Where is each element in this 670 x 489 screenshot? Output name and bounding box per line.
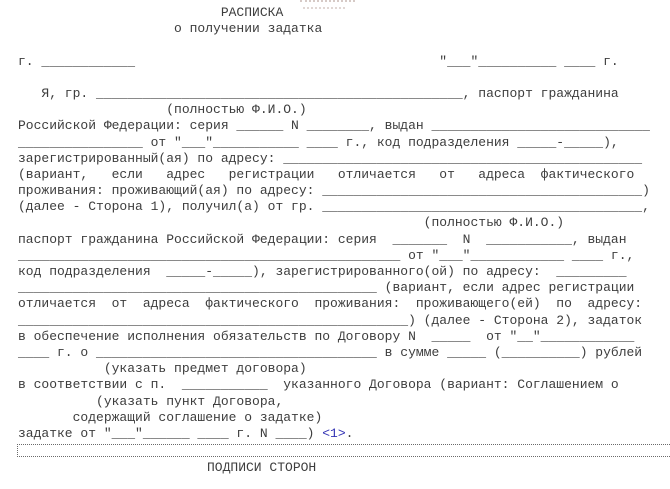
footnote-line: [18, 426, 670, 442]
doc-text: ____ г. о ____________________________________ в сумме _____ (__________) рублей: [18, 344, 643, 360]
doc-line: [18, 135, 670, 151]
doc-line: [18, 151, 670, 167]
doc-text: (полностью Ф.И.О.): [18, 102, 307, 118]
doc-line: [18, 70, 670, 86]
doc-line: [18, 377, 670, 393]
doc-line: [18, 86, 670, 102]
doc-text: (далее - Сторона 1), получил(а) от гр. _________________________________________,: [18, 199, 650, 215]
doc-subtitle-line: [18, 21, 670, 37]
doc-text: код подразделения _____-_____), зарегистрированного(ой) по адресу: _________: [18, 264, 627, 279]
doc-line: [18, 167, 670, 183]
doc-text: _________________________________________________ от "___"____________ ____ г.,: [18, 247, 635, 263]
doc-text: паспорт гражданина Российской Федерации: серия _______ N ___________, выдан: [18, 231, 627, 247]
doc-title-line: [18, 5, 670, 21]
doc-lines: [18, 5, 670, 442]
doc-text: содержащий соглашение о задатке): [18, 409, 323, 425]
doc-line: [18, 313, 670, 329]
doc-line: [18, 361, 670, 377]
doc-line: [18, 264, 670, 280]
doc-text: проживания: проживающий(ая) по адресу: _________________________________________): [18, 183, 650, 199]
doc-line: [18, 215, 670, 231]
doc-line: [18, 118, 670, 134]
doc-text: __________________________________________________) (далее - Сторона 2), задаток: [18, 312, 643, 328]
empty-dotted-paragraph-box: [17, 444, 670, 457]
doc-text: ______________________________________________ (вариант, если адрес регистрации: [18, 280, 635, 296]
doc-text: ________________ от "___"___________ ____ г., код подразделения _____-_____),: [18, 134, 619, 150]
doc-line: [18, 345, 670, 361]
signatures-heading: ПОДПИСИ СТОРОН: [207, 460, 317, 475]
doc-text: задатке от "___"______ ____ г. N ____): [18, 425, 323, 441]
doc-text: (вариант, если адрес регистрации отличается от адреса фактического: [18, 166, 635, 182]
doc-text: о получении задатка: [18, 21, 323, 37]
doc-text: в соответствии с п. ___________ указанного Договора (вариант: Соглашением о: [18, 377, 619, 393]
doc-line: [18, 183, 670, 199]
doc-text: (указать предмет договора): [18, 361, 307, 377]
doc-line: [18, 102, 670, 118]
doc-text: Российской Федерации: серия ______ N ________, выдан ____________________________: [18, 118, 650, 134]
doc-line: [18, 248, 670, 264]
doc-text: зарегистрированный(ая) по адресу: ______________________________________________: [18, 150, 643, 166]
doc-line: [18, 329, 670, 345]
doc-text: (полностью Ф.И.О.): [18, 215, 565, 231]
footnote-link[interactable]: <1>: [322, 425, 346, 441]
doc-text: (указать пункт Договора,: [18, 393, 284, 409]
doc-line: [18, 394, 670, 410]
city-date-line: [18, 54, 670, 70]
doc-text: РАСПИСКА: [18, 5, 284, 20]
doc-line: [18, 232, 670, 248]
doc-text: .: [345, 425, 354, 441]
doc-text: г. ____________ "___"__________ ____ г.: [18, 53, 619, 69]
doc-text: Я, гр. _______________________________________________, паспорт гражданина: [18, 85, 619, 101]
doc-line: [18, 280, 670, 296]
doc-line: [18, 199, 670, 215]
cut-dotted-border-top: [300, 0, 355, 2]
doc-text: в обеспечение исполнения обязательств по Договору N _____ от "__"____________: [18, 328, 635, 344]
doc-text: отличается от адреса фактического проживания: проживающего(ей) по адресу:: [18, 296, 643, 312]
doc-line: [18, 296, 670, 312]
doc-line: [18, 410, 670, 426]
doc-line: [18, 37, 670, 53]
